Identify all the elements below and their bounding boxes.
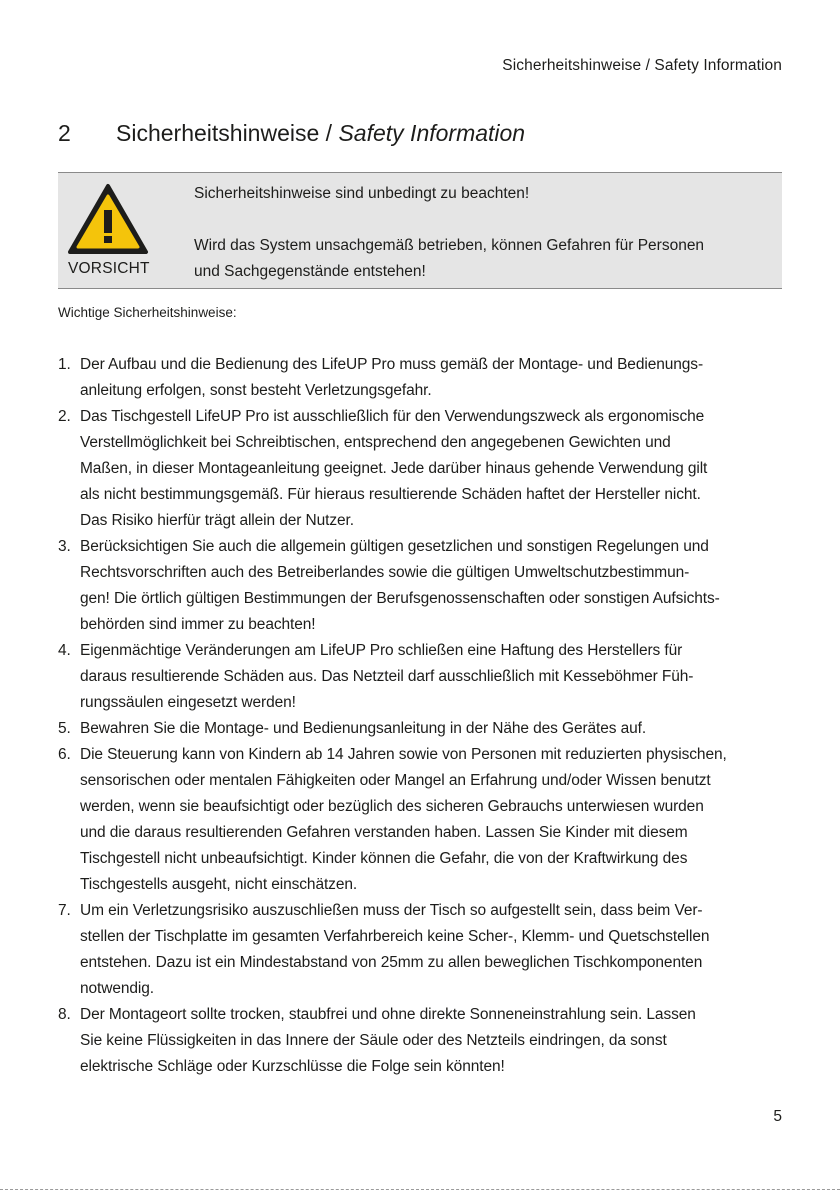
safety-item-1 (58, 352, 784, 404)
item-line: Berücksichtigen Sie auch die allgemein gültigen gesetzlichen und sonstigen Regelungen und (80, 538, 709, 555)
item-number: 4. (58, 642, 71, 659)
bottom-rule (0, 1189, 840, 1190)
item-line: notwendig. (80, 980, 154, 997)
section-heading (58, 120, 525, 147)
item-line: behörden sind immer zu beachten! (80, 616, 316, 633)
item-line: Tischgestells ausgeht, nicht einschätzen. (80, 876, 358, 893)
item-line: Der Montageort sollte trocken, staubfrei und ohne direkte Sonneneinstrahlung sein. Lassen (80, 1006, 696, 1023)
safety-item-7 (58, 898, 784, 1002)
item-line: Sie keine Flüssigkeiten in das Innere der Säule oder des Netzteils eindringen, da sonst (80, 1032, 667, 1049)
caution-box (58, 172, 782, 289)
item-line: Eigenmächtige Veränderungen am LifeUP Pro schließen eine Haftung des Herstellers für (80, 642, 683, 659)
item-line: Rechtsvorschriften auch des Betreiberlandes sowie die gültigen Umweltschutzbestimmun- (80, 564, 690, 581)
item-line: daraus resultierende Schäden aus. Das Netzteil darf ausschließlich mit Kesseböhmer Füh- (80, 668, 694, 685)
caution-line-3: und Sachgegenstände entstehen! (194, 263, 426, 280)
item-line: Das Risiko hierfür trägt allein der Nutzer. (80, 512, 354, 529)
item-number: 2. (58, 408, 71, 425)
item-number: 8. (58, 1006, 71, 1023)
item-line: Bewahren Sie die Montage- und Bedienungsanleitung in der Nähe des Gerätes auf. (80, 720, 647, 737)
safety-item-2 (58, 404, 784, 534)
item-number: 6. (58, 746, 71, 763)
item-line: elektrische Schläge oder Kurzschlüsse die Folge sein könnten! (80, 1058, 505, 1075)
warning-triangle-icon (67, 183, 149, 255)
item-line: als nicht bestimmungsgemäß. Für hieraus resultierende Schäden haftet der Hersteller nicht. (80, 486, 701, 503)
item-line: anleitung erfolgen, sonst besteht Verletzungsgefahr. (80, 382, 432, 399)
safety-list (58, 352, 784, 1080)
item-line: Maßen, in dieser Montageanleitung geeignet. Jede darüber hinaus gehende Verwendung gilt (80, 460, 708, 477)
caution-line-2: Wird das System unsachgemäß betrieben, können Gefahren für Personen (194, 237, 705, 254)
safety-item-5 (58, 716, 784, 742)
item-line: Das Tischgestell LifeUP Pro ist ausschließlich für den Verwendungszweck als ergonomische (80, 408, 705, 425)
item-line: entstehen. Dazu ist ein Mindestabstand von 25mm zu allen beweglichen Tischkomponenten (80, 954, 703, 971)
running-header: Sicherheitshinweise / Safety Information (502, 57, 782, 74)
section-title-en: Safety Information (338, 120, 526, 146)
section-number: 2 (58, 120, 71, 146)
item-number: 1. (58, 356, 71, 373)
page-number: 5 (773, 1108, 782, 1125)
safety-item-8 (58, 1002, 784, 1080)
safety-item-3 (58, 534, 784, 638)
item-number: 7. (58, 902, 71, 919)
caution-text (194, 181, 779, 285)
safety-item-4 (58, 638, 784, 716)
item-line: stellen der Tischplatte im gesamten Verfahrbereich keine Scher-, Klemm- und Quetschstellen (80, 928, 710, 945)
safety-item-6 (58, 742, 784, 898)
item-line: gen! Die örtlich gültigen Bestimmungen der Berufsgenossenschaften oder sonstigen Aufsichts- (80, 590, 720, 607)
item-line: Tischgestell nicht unbeaufsichtigt. Kinder können die Gefahr, die von der Kraftwirkung des (80, 850, 688, 867)
item-line: Verstellmöglichkeit bei Schreibtischen, entsprechend den angegebenen Gewichten und (80, 434, 671, 451)
intro-text: Wichtige Sicherheitshinweise: (58, 305, 237, 320)
section-title-de: Sicherheitshinweise / (116, 120, 339, 146)
item-line: Die Steuerung kann von Kindern ab 14 Jahren sowie von Personen mit reduzierten physischen, (80, 746, 727, 763)
item-line: und die daraus resultierenden Gefahren verstanden haben. Lassen Sie Kinder mit diesem (80, 824, 688, 841)
item-line: rungssäulen eingesetzt werden! (80, 694, 296, 711)
caution-label: VORSICHT (68, 260, 150, 277)
caution-line-1: Sicherheitshinweise sind unbedingt zu beachten! (194, 185, 530, 202)
item-line: sensorischen oder mentalen Fähigkeiten oder Mangel an Erfahrung und/oder Wissen benutzt (80, 772, 711, 789)
item-line: Der Aufbau und die Bedienung des LifeUP Pro muss gemäß der Montage- und Bedienungs- (80, 356, 704, 373)
item-number: 3. (58, 538, 71, 555)
item-number: 5. (58, 720, 71, 737)
item-line: Um ein Verletzungsrisiko auszuschließen muss der Tisch so aufgestellt sein, dass beim Ver- (80, 902, 703, 919)
item-line: werden, wenn sie beaufsichtigt oder bezüglich des sicheren Gebrauchs unterwiesen wurden (80, 798, 704, 815)
